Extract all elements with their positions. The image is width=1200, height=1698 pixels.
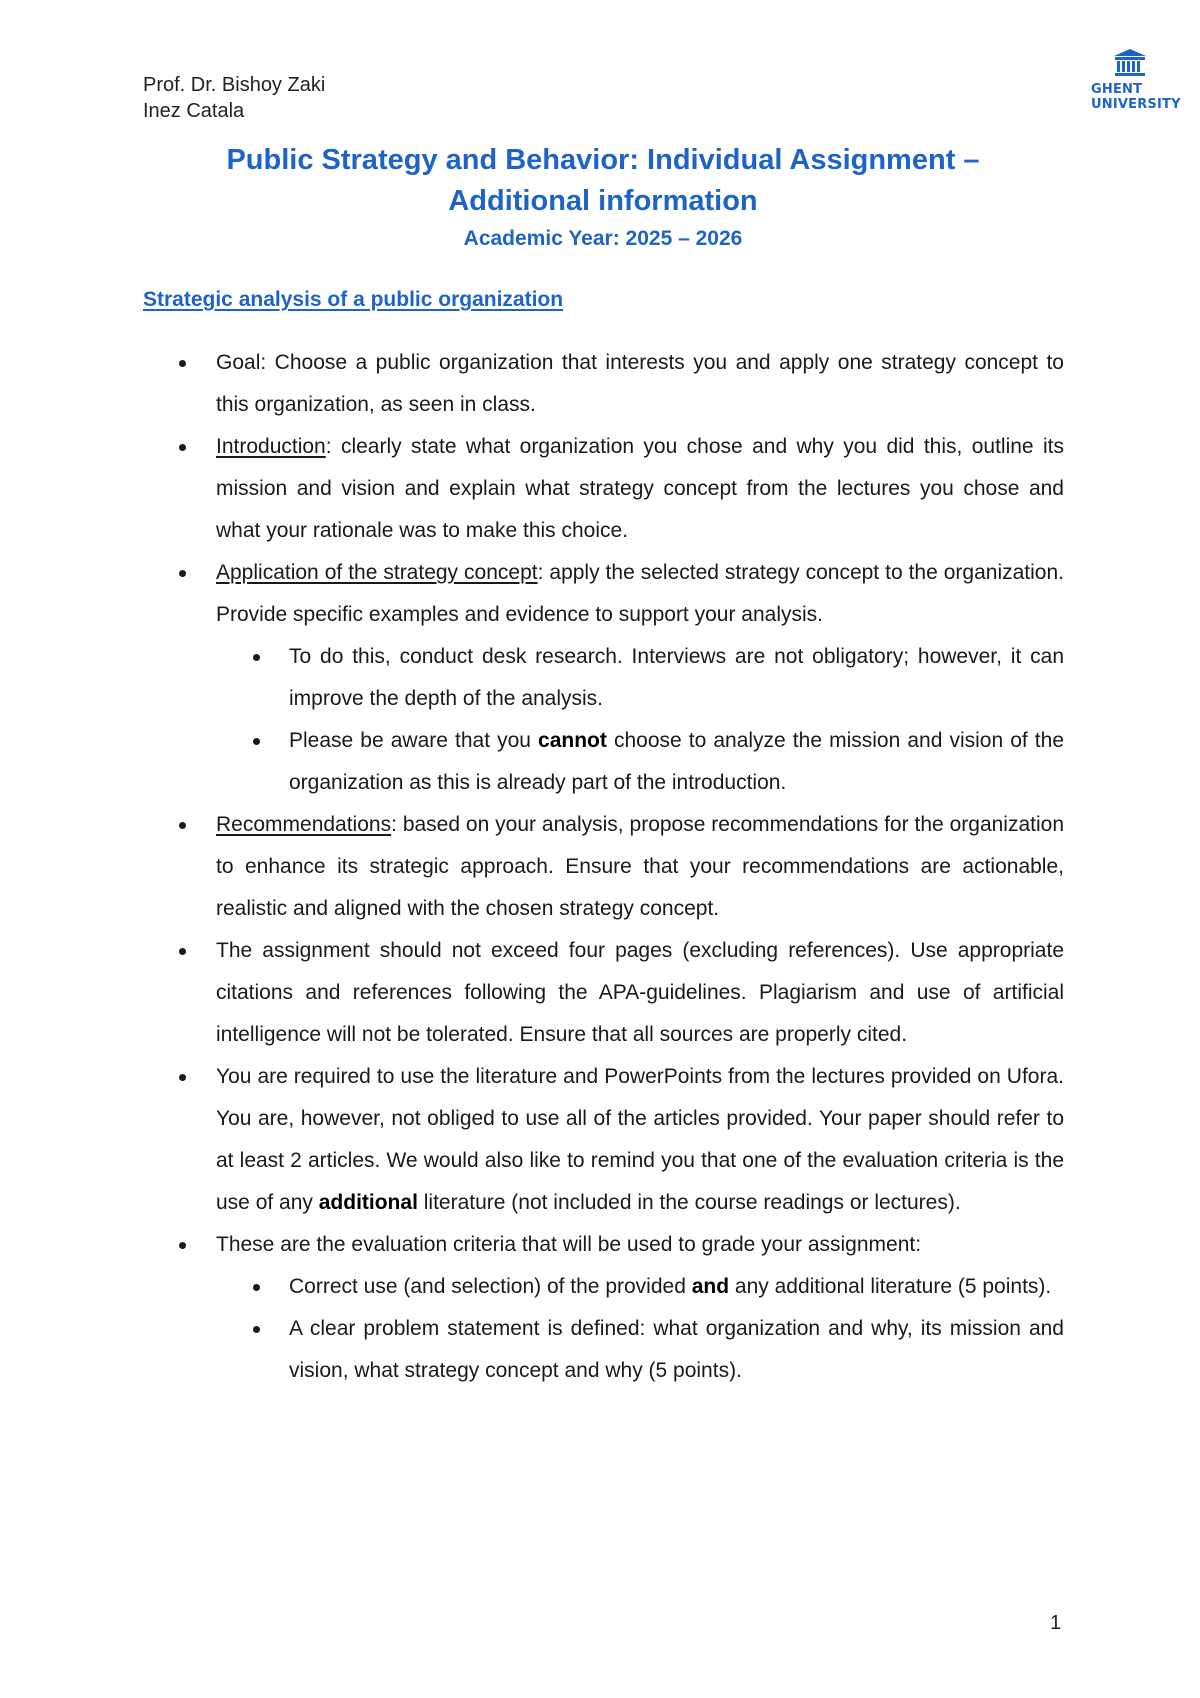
sub-list-item: Correct use (and selection) of the provided and any additional literature (5 points). bbox=[216, 1266, 1064, 1308]
academic-year: Academic Year: 2025 – 2026 bbox=[463, 227, 743, 250]
title-line: Public Strategy and Behavior: Individual Assignment – bbox=[226, 144, 980, 176]
emphasis-text: additional bbox=[318, 1191, 418, 1214]
list-item-criteria: These are the evaluation criteria that will be used to grade your assignment: Correct use (and selection) of the provided and any additional literature (5 points). A clear problem statement is defined: what organization and why, its mission and vision, what strategy concept and why (5 points). bbox=[143, 1224, 1064, 1392]
list-item-recommendations: Recommendations: based on your analysis, propose recommendations for the organization to enhance its strategic approach. Ensure that your recommendations are actionable, realistic and aligned with the chosen strategy concept. bbox=[143, 804, 1064, 930]
author-name: Prof. Dr. Bishoy Zaki bbox=[143, 74, 326, 96]
title-line: Additional information bbox=[448, 185, 758, 217]
document-title bbox=[143, 140, 1063, 222]
section-heading: Strategic analysis of a public organization bbox=[143, 288, 564, 311]
building-columns-icon bbox=[1113, 48, 1147, 78]
sub-list-item: A clear problem statement is defined: what organization and why, its mission and vision, what strategy concept and why (5 points). bbox=[216, 1308, 1064, 1392]
header-authors bbox=[143, 72, 325, 124]
author-name: Inez Catala bbox=[143, 100, 245, 122]
list-item-length: The assignment should not exceed four pages (excluding references). Use appropriate citations and references following the APA-guidelines. Plagiarism and use of artificial intelligence will not be tolerated. Ensure that all sources are properly cited. bbox=[143, 930, 1064, 1056]
item-label: Application of the strategy concept bbox=[216, 561, 538, 584]
emphasis-text: cannot bbox=[538, 729, 607, 752]
logo-text-ghent: GHENT bbox=[1091, 82, 1143, 97]
sub-list-item: Please be aware that you cannot choose to analyze the mission and vision of the organization as this is already part of the introduction. bbox=[216, 720, 1064, 804]
sub-list-item: To do this, conduct desk research. Interviews are not obligatory; however, it can improve the depth of the analysis. bbox=[216, 636, 1064, 720]
university-logo bbox=[1088, 48, 1181, 112]
assignment-content bbox=[143, 342, 1064, 1392]
emphasis-text: and bbox=[691, 1275, 730, 1298]
page-number: 1 bbox=[1050, 1612, 1062, 1634]
item-label: Introduction bbox=[216, 435, 326, 458]
list-item-goal: Goal: Choose a public organization that interests you and apply one strategy concept to this organization, as seen in class. bbox=[143, 342, 1064, 426]
list-item-literature: You are required to use the literature and PowerPoints from the lectures provided on Ufora. You are, however, not obliged to use all of the articles provided. Your paper should refer to at least 2 articles. We would also like to remind you that one of the evaluation criteria is the use of any additional literature (not included in the course readings or lectures). bbox=[143, 1056, 1064, 1224]
list-item-application: Application of the strategy concept: apply the selected strategy concept to the organization. Provide specific examples and evidence to support your analysis. To do this, conduct desk research. Interviews are not obligatory; however, it can improve the depth of the analysis. Please be aware that you cannot choose to analyze the mission and vision of the organization as this is already part of the introduction. bbox=[143, 552, 1064, 804]
bullet-list bbox=[143, 342, 1064, 1392]
list-item-introduction: Introduction: clearly state what organization you chose and why you did this, outline its mission and vision and explain what strategy concept from the lectures you chose and what your rationale was to make this choice. bbox=[143, 426, 1064, 552]
item-label: Recommendations bbox=[216, 813, 392, 836]
logo-text-university: UNIVERSITY bbox=[1091, 97, 1181, 112]
sub-bullet-list bbox=[216, 636, 1064, 804]
sub-bullet-list bbox=[216, 1266, 1064, 1392]
title-block bbox=[143, 140, 1063, 254]
